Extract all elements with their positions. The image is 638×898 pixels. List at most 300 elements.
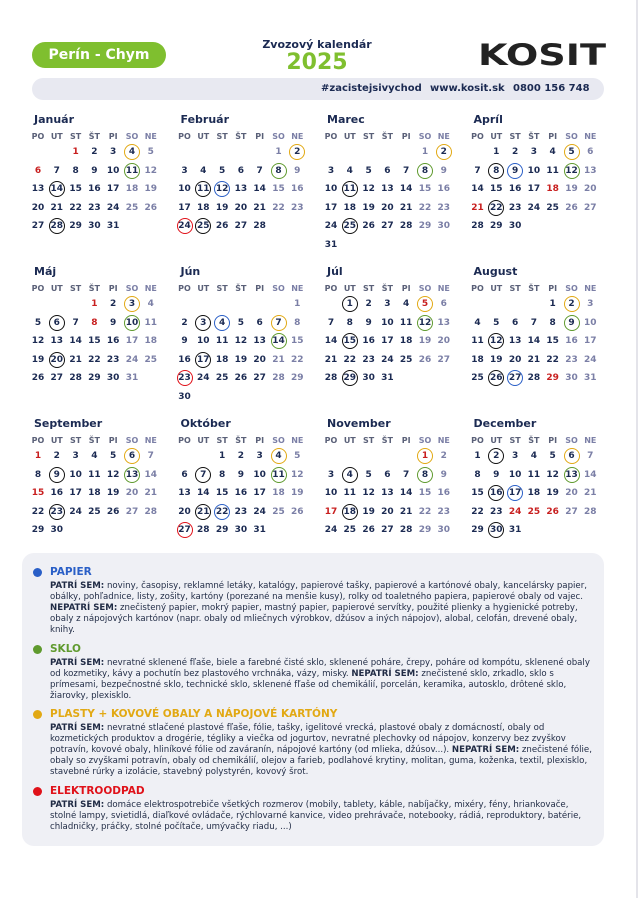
calendar-day <box>359 295 379 313</box>
calendar-day <box>231 466 251 484</box>
calendar-day <box>231 332 251 350</box>
weekday-header: PI <box>108 132 118 141</box>
calendar-day <box>524 503 544 521</box>
calendar-day <box>321 199 341 217</box>
calendar-day <box>580 332 600 350</box>
day-number: 4 <box>218 317 226 328</box>
calendar-day <box>562 332 582 350</box>
day-number: 6 <box>587 147 594 157</box>
day-number: 28 <box>197 525 210 536</box>
calendar-day <box>486 162 506 180</box>
calendar-day <box>212 447 232 465</box>
calendar-day <box>377 521 397 539</box>
day-number: 24 <box>106 202 120 213</box>
calendar-day <box>66 503 86 521</box>
calendar-day <box>84 162 104 180</box>
calendar-day <box>84 332 104 350</box>
month-name: September <box>34 417 103 430</box>
day-number: 18 <box>546 184 559 195</box>
calendar-day <box>377 217 397 235</box>
day-number: 15 <box>471 488 484 499</box>
day-number: 6 <box>128 451 136 461</box>
day-number: 15 <box>343 336 357 347</box>
day-number: 22 <box>272 202 285 213</box>
day-number: 30 <box>50 525 64 536</box>
day-number: 28 <box>69 373 82 384</box>
day-number: 16 <box>437 488 451 499</box>
calendar-day <box>377 180 397 198</box>
day-number: 24 <box>508 506 522 517</box>
weekday-header: UT <box>50 284 63 293</box>
day-number: 14 <box>69 336 82 347</box>
day-number: 22 <box>471 506 484 517</box>
weekday-header: PI <box>401 436 411 445</box>
calendar-day <box>103 484 123 502</box>
calendar-day <box>193 466 213 484</box>
day-number: 2 <box>440 451 447 461</box>
calendar-day <box>212 466 232 484</box>
calendar-day <box>359 332 379 350</box>
day-number: 16 <box>508 184 522 195</box>
weekday-header: ST <box>509 132 521 141</box>
day-number: 6 <box>53 317 60 328</box>
day-number: 12 <box>215 184 229 195</box>
day-number: 8 <box>549 317 556 328</box>
day-number: 24 <box>584 354 597 365</box>
day-number: 11 <box>88 469 101 480</box>
calendar-day <box>175 332 195 350</box>
calendar-day <box>66 314 86 332</box>
calendar-day <box>103 217 123 235</box>
calendar-day <box>505 162 525 180</box>
day-number: 3 <box>128 299 136 309</box>
calendar-day <box>122 369 142 387</box>
patri-text: noviny, časopisy, reklamné letáky, katalógy, papierové tašky, papierové a kartónové obaly, kancelársky papier, obálky, pohľadnice, listy, zošity, kartóny (porezané na menšie kusy), rolky od toaletného papiera, papierové obaly od vajec. <box>50 581 587 602</box>
day-number: 13 <box>125 469 139 480</box>
calendar-day <box>543 503 563 521</box>
day-number: 24 <box>381 354 394 365</box>
day-number: 17 <box>253 488 266 499</box>
calendar-day <box>287 466 307 484</box>
day-number: 26 <box>291 506 304 517</box>
calendar-day <box>287 503 307 521</box>
calendar-day <box>175 217 195 235</box>
calendar-day <box>340 295 360 313</box>
day-number: 18 <box>215 354 229 365</box>
calendar-day <box>359 314 379 332</box>
weekday-header: PO <box>324 436 338 445</box>
calendar-day <box>468 332 488 350</box>
day-number: 13 <box>50 336 64 347</box>
day-number: 9 <box>294 165 301 176</box>
patri-text: nevratné stlačené plastové fľaše, fólie, tašky, igelitové vrecká, plastové obaly z domácností, obaly od kozmetických produktov a drogérie, tégliky a viečka od jogurtov, nevratné plechovky od nápojov, konzervy bez zvyškov potravín, kovové obaly, hliníkové fólie od zaváranín, nápojové kartóny (od mlieka, džúsov...). <box>50 723 566 755</box>
calendar-day <box>434 521 454 539</box>
calendar-day <box>103 162 123 180</box>
calendar-day <box>415 217 435 235</box>
calendar-day <box>396 162 416 180</box>
day-number: 23 <box>490 506 503 517</box>
calendar-day <box>66 369 86 387</box>
day-number: 26 <box>234 373 248 384</box>
calendar-day <box>287 351 307 369</box>
day-number: 23 <box>565 354 578 365</box>
month-name: Júl <box>327 265 343 278</box>
calendar-day <box>193 484 213 502</box>
calendar-day <box>269 484 289 502</box>
calendar-day <box>580 199 600 217</box>
day-number: 31 <box>106 221 120 232</box>
calendar-day <box>103 503 123 521</box>
day-number: 8 <box>421 165 429 176</box>
calendar-day <box>396 484 416 502</box>
calendar-day <box>505 314 525 332</box>
sklo-description <box>50 658 596 702</box>
day-number: 29 <box>215 525 229 536</box>
day-number: 19 <box>490 354 503 365</box>
hashtag: #zacistejsivychod <box>321 83 422 94</box>
day-number: 30 <box>508 221 522 232</box>
calendar-day <box>396 351 416 369</box>
nepatri-label: NEPATRÍ SEM: <box>50 603 118 613</box>
calendar-day <box>231 351 251 369</box>
calendar-day <box>468 180 488 198</box>
calendar-day <box>434 466 454 484</box>
day-number: 6 <box>237 165 245 176</box>
month-3 <box>321 106 467 256</box>
day-number: 5 <box>34 317 42 328</box>
calendar-day <box>580 295 600 313</box>
calendar-day <box>415 143 435 161</box>
calendar-day <box>415 351 435 369</box>
calendar-day <box>486 217 506 235</box>
calendar-day <box>231 484 251 502</box>
calendar-day <box>287 484 307 502</box>
weekday-header: ŠT <box>88 284 100 293</box>
weekday-header: ŠT <box>381 132 393 141</box>
day-number: 16 <box>178 354 191 365</box>
day-number: 3 <box>256 451 263 461</box>
phone-number[interactable]: 0800 156 748 <box>513 83 590 94</box>
day-number: 17 <box>197 354 210 365</box>
calendar-day <box>193 332 213 350</box>
calendar-day <box>212 332 232 350</box>
calendar-day <box>47 199 67 217</box>
day-number: 12 <box>546 469 559 480</box>
day-number: 16 <box>50 488 64 499</box>
day-number: 5 <box>365 469 372 480</box>
calendar-day <box>580 143 600 161</box>
calendar-day <box>415 521 435 539</box>
weekday-header: ST <box>509 436 521 445</box>
calendar-day <box>580 180 600 198</box>
calendar-day <box>580 484 600 502</box>
month-name: Január <box>34 113 75 126</box>
day-number: 15 <box>69 184 82 195</box>
day-number: 8 <box>72 165 79 176</box>
calendar-day <box>103 295 123 313</box>
day-number: 26 <box>418 354 432 365</box>
calendar-day <box>486 369 506 387</box>
calendar-day <box>141 332 161 350</box>
calendar-day <box>141 314 161 332</box>
day-number: 15 <box>215 488 229 499</box>
calendar-day <box>84 466 104 484</box>
calendar-day <box>415 447 435 465</box>
weekday-header: NE <box>437 436 450 445</box>
weekday-header: ŠT <box>528 436 540 445</box>
calendar-day <box>543 295 563 313</box>
day-number: 7 <box>256 165 263 176</box>
calendar-day <box>212 503 232 521</box>
month-4 <box>468 106 614 256</box>
calendar-day <box>486 180 506 198</box>
day-number: 31 <box>324 240 338 250</box>
calendar-day <box>175 503 195 521</box>
day-number: 14 <box>50 184 64 195</box>
calendar-day <box>141 447 161 465</box>
calendar-day <box>340 369 360 387</box>
calendar-day <box>434 447 454 465</box>
calendar-day <box>269 369 289 387</box>
day-number: 1 <box>474 451 481 461</box>
day-number: 19 <box>565 184 578 195</box>
weekday-header: ST <box>362 132 375 141</box>
calendar-day <box>212 314 232 332</box>
weekday-header: NE <box>291 284 304 293</box>
day-number: 13 <box>178 488 191 499</box>
calendar-day <box>359 521 379 539</box>
day-number: 26 <box>565 202 578 213</box>
month-name: December <box>473 417 537 430</box>
day-number: 29 <box>291 373 304 384</box>
calendar-day <box>434 162 454 180</box>
day-number: 8 <box>346 317 353 328</box>
day-number: 13 <box>381 184 394 195</box>
calendar-day <box>122 162 142 180</box>
day-number: 2 <box>53 451 60 461</box>
day-number: 19 <box>291 488 304 499</box>
day-number: 4 <box>346 165 353 176</box>
calendar-day <box>175 314 195 332</box>
day-number: 28 <box>471 221 484 232</box>
day-number: 27 <box>437 354 451 365</box>
day-number: 28 <box>527 373 541 384</box>
calendar-day <box>321 503 341 521</box>
day-number: 1 <box>346 299 353 309</box>
calendar-day <box>66 484 86 502</box>
calendar-day <box>486 521 506 539</box>
calendar-day <box>543 447 563 465</box>
calendar-day <box>434 314 454 332</box>
day-number: 8 <box>91 317 98 328</box>
calendar-day <box>28 447 48 465</box>
calendar-day <box>396 503 416 521</box>
month-name: Február <box>180 113 230 126</box>
day-number: 9 <box>53 469 60 480</box>
day-number: 22 <box>418 506 432 517</box>
day-number: 31 <box>125 373 139 384</box>
calendar-day <box>66 217 86 235</box>
day-number: 5 <box>365 165 372 176</box>
calendar-day <box>269 466 289 484</box>
weekday-header: SO <box>125 436 139 445</box>
day-number: 2 <box>365 299 372 309</box>
calendar-day <box>193 351 213 369</box>
papier-color-dot <box>33 568 42 577</box>
title-block <box>232 38 402 75</box>
calendar-day <box>66 143 86 161</box>
weekday-header: NE <box>437 132 450 141</box>
weekday-header: PI <box>255 284 265 293</box>
day-number: 6 <box>568 451 575 461</box>
day-number: 29 <box>88 373 101 384</box>
day-number: 24 <box>69 506 82 517</box>
weekday-header: ŠT <box>235 132 247 141</box>
weekday-header: SO <box>272 132 285 141</box>
weekday-header: PI <box>255 132 265 141</box>
day-number: 16 <box>437 184 451 195</box>
day-number: 2 <box>237 451 245 461</box>
calendar-day <box>505 143 525 161</box>
day-number: 22 <box>546 354 559 365</box>
day-number: 16 <box>234 488 248 499</box>
day-number: 17 <box>508 488 522 499</box>
day-number: 13 <box>234 184 248 195</box>
day-number: 9 <box>237 469 245 480</box>
plasty-title: PLASTY + KOVOVÉ OBALY A NÁPOJOVÉ KARTÓNY <box>50 708 338 720</box>
calendar-day <box>359 162 379 180</box>
day-number: 27 <box>381 221 394 232</box>
calendar-day <box>175 521 195 539</box>
day-number: 11 <box>546 165 559 176</box>
papier-title: PAPIER <box>50 566 92 578</box>
day-number: 3 <box>530 147 538 157</box>
calendar-day <box>396 217 416 235</box>
day-number: 3 <box>511 451 519 461</box>
calendar-day <box>580 447 600 465</box>
day-number: 19 <box>215 202 229 213</box>
calendar-day <box>122 199 142 217</box>
day-number: 18 <box>144 336 158 347</box>
day-number: 18 <box>125 184 139 195</box>
calendar-day <box>103 369 123 387</box>
calendar-day <box>340 199 360 217</box>
calendar-day <box>377 314 397 332</box>
day-number: 28 <box>144 506 158 517</box>
day-number: 2 <box>181 317 188 328</box>
weekday-header: PI <box>548 284 558 293</box>
day-number: 20 <box>234 202 248 213</box>
calendar-day <box>193 521 213 539</box>
day-number: 25 <box>546 202 559 213</box>
day-number: 2 <box>440 147 447 157</box>
day-number: 15 <box>546 336 559 347</box>
nepatri-text: znečistený papier, mokrý papier, mastný papier, papierové servítky, použité plienky a hygienické potreby, obaly z nápojových kartónov (napr. obaly od mliečnych výrobkov, džúsov a iných nápojov), alobal, celofán, drevené obaly, knihy. <box>50 603 578 635</box>
calendar-day <box>269 199 289 217</box>
calendar-day <box>580 351 600 369</box>
calendar-day <box>287 199 307 217</box>
calendar-day <box>524 180 544 198</box>
day-number: 21 <box>399 506 413 517</box>
calendar-day <box>562 369 582 387</box>
day-number: 12 <box>291 469 304 480</box>
weekday-header: NE <box>291 436 304 445</box>
weekday-header: NE <box>584 132 597 141</box>
calendar-day <box>505 466 525 484</box>
day-number: 14 <box>471 184 484 195</box>
calendar-day <box>340 484 360 502</box>
calendar-day <box>122 447 142 465</box>
calendar-day <box>28 466 48 484</box>
month-name: Október <box>180 417 231 430</box>
calendar-day <box>103 143 123 161</box>
calendar-day <box>543 199 563 217</box>
day-number: 2 <box>568 299 575 309</box>
calendar-day <box>415 332 435 350</box>
weekday-header: PO <box>471 132 484 141</box>
calendar-day <box>415 484 435 502</box>
calendar-day <box>321 484 341 502</box>
day-number: 31 <box>584 373 597 384</box>
calendar-day <box>66 180 86 198</box>
calendar-day <box>340 521 360 539</box>
day-number: 4 <box>200 165 207 176</box>
nepatri-label: NEPATRÍ SEM: <box>451 745 520 755</box>
day-number: 7 <box>403 165 410 176</box>
calendar-day <box>524 351 544 369</box>
calendar-day <box>543 314 563 332</box>
day-number: 14 <box>584 469 597 480</box>
calendar-day <box>562 199 582 217</box>
weekday-header: NE <box>144 132 157 141</box>
day-number: 26 <box>362 221 375 232</box>
calendar-day <box>359 351 379 369</box>
day-number: 16 <box>565 336 578 347</box>
day-number: 24 <box>125 354 139 365</box>
month-name: November <box>327 417 391 430</box>
website-link[interactable]: www.kosit.sk <box>430 83 505 94</box>
calendar-day <box>321 162 341 180</box>
weekday-header: UT <box>343 132 356 141</box>
calendar-day <box>377 369 397 387</box>
day-number: 1 <box>275 147 282 157</box>
day-number: 18 <box>272 488 285 499</box>
patri-label: PATRÍ SEM: <box>50 658 105 668</box>
day-number: 1 <box>72 147 79 157</box>
calendar-day <box>468 369 488 387</box>
day-number: 29 <box>471 525 484 536</box>
weekday-header: UT <box>490 284 503 293</box>
day-number: 27 <box>253 373 266 384</box>
calendar-day <box>377 162 397 180</box>
weekday-header: SO <box>565 436 578 445</box>
day-number: 29 <box>418 525 432 536</box>
day-number: 21 <box>50 202 64 213</box>
day-number: 2 <box>511 147 519 157</box>
calendar-day <box>468 447 488 465</box>
calendar-day <box>193 180 213 198</box>
day-number: 3 <box>384 299 391 309</box>
papier-description <box>50 581 596 636</box>
calendar-day <box>212 351 232 369</box>
calendar-day <box>84 180 104 198</box>
calendar-day <box>212 162 232 180</box>
day-number: 11 <box>144 317 158 328</box>
calendar-day <box>47 484 67 502</box>
day-number: 18 <box>88 488 101 499</box>
weekday-header: ST <box>216 284 228 293</box>
day-number: 30 <box>490 525 503 536</box>
